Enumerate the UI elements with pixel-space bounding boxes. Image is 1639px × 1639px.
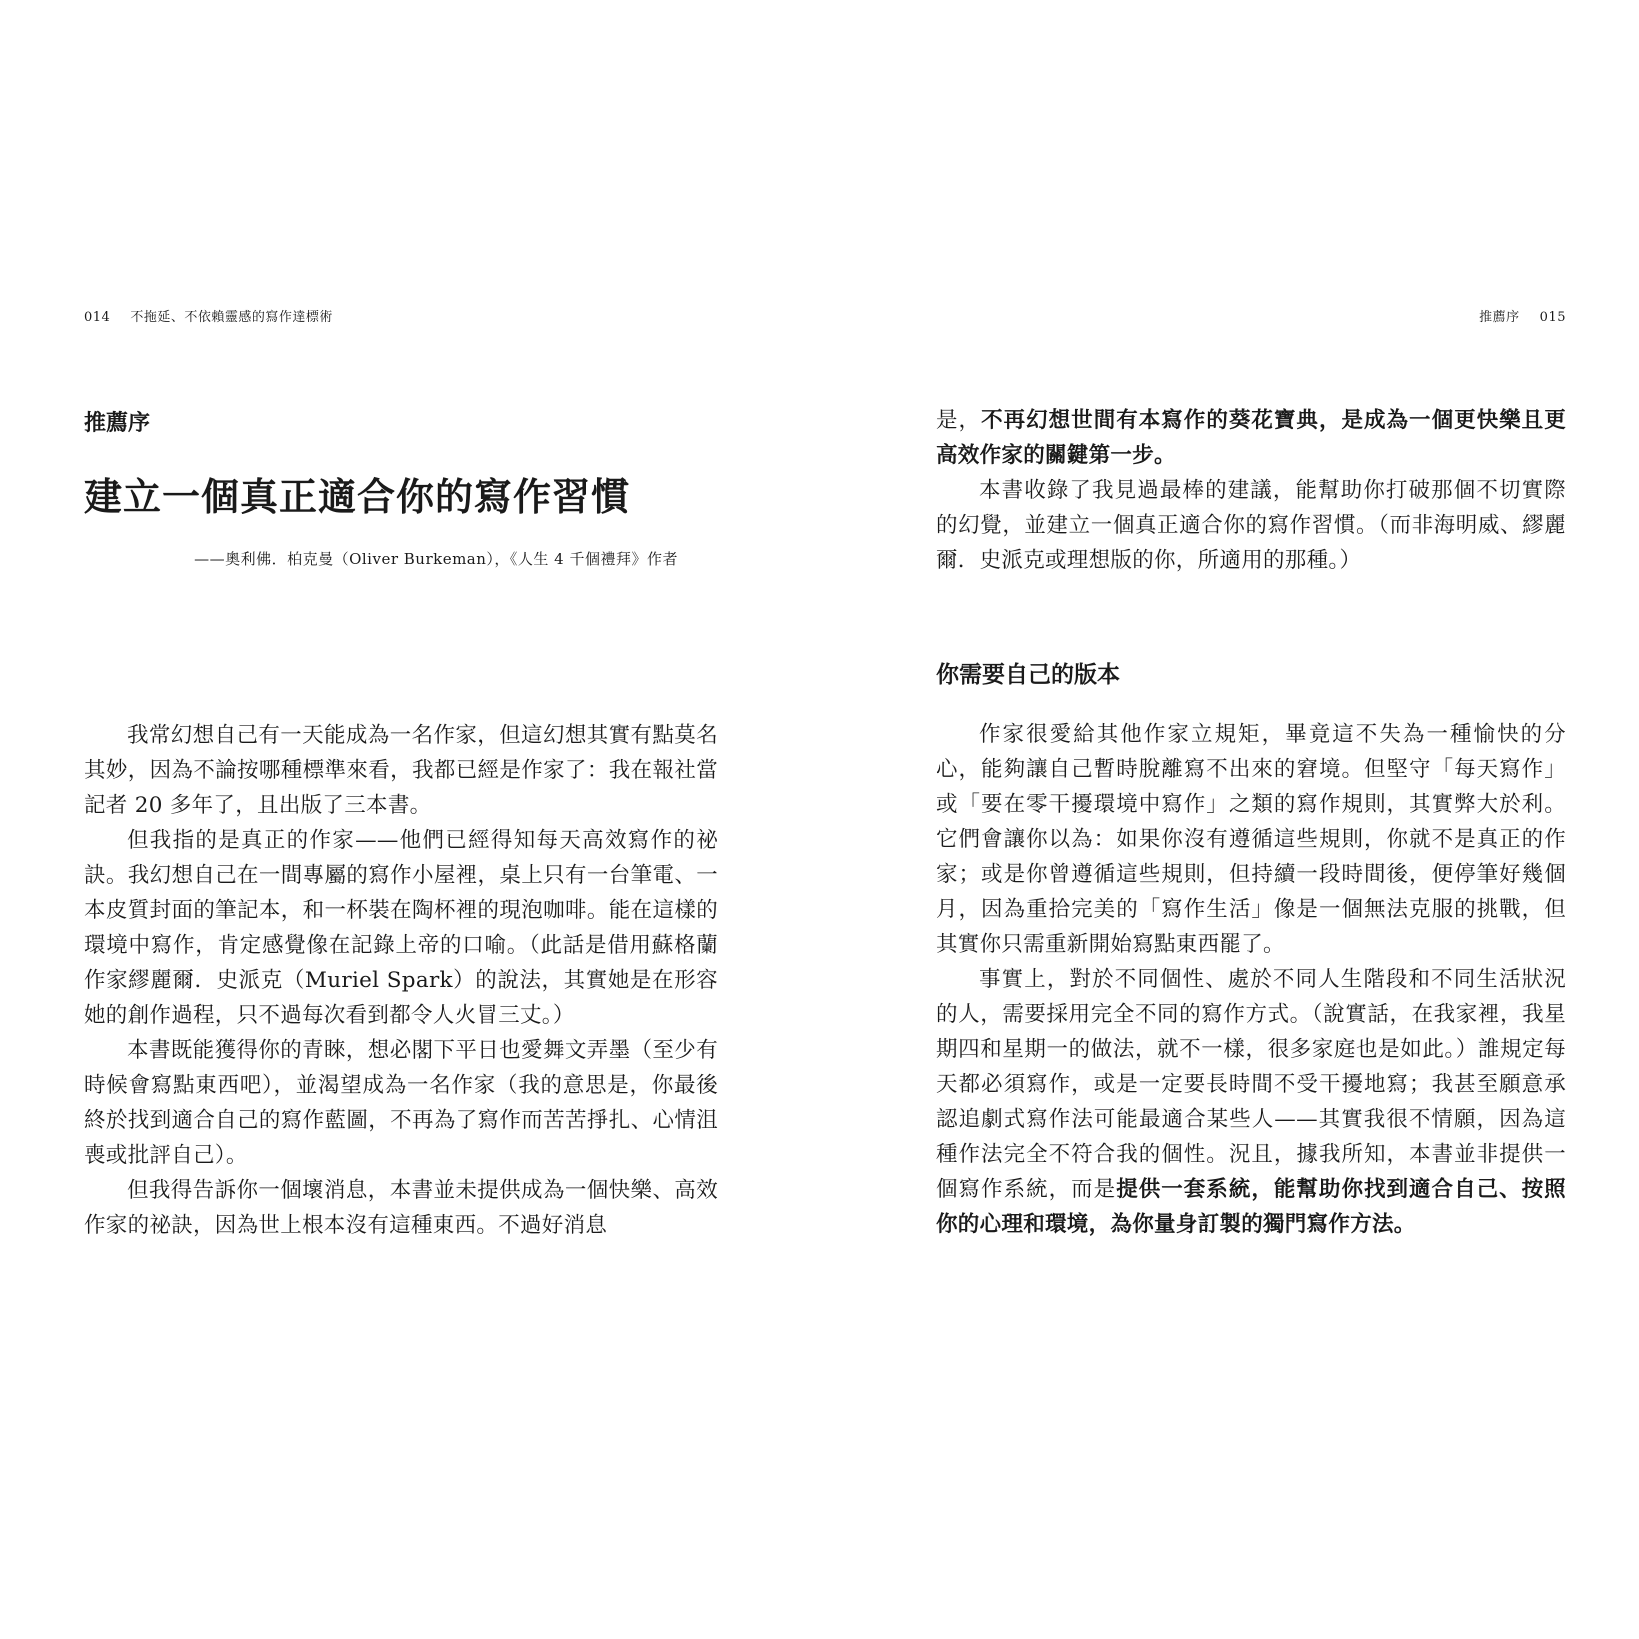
bold-emphasis: 提供一套系統，能幫助你找到適合自己、按照你的心理和環境，為你量身訂製的獨門寫作方法。 bbox=[936, 1177, 1566, 1237]
paragraph: 我常幻想自己有一天能成為一名作家，但這幻想其實有點莫名其妙，因為不論按哪種標準來看，我都已經是作家了：我在報社當記者 20 多年了，且出版了三本書。 bbox=[84, 723, 718, 818]
bold-emphasis: 不再幻想世間有本寫作的葵花寶典，是成為一個更快樂且更高效作家的關鍵第一步。 bbox=[936, 408, 1566, 468]
left-page bbox=[84, 0, 718, 1639]
continuation-lead: 是， bbox=[936, 408, 982, 433]
paragraph: 但我得告訴你一個壞消息，本書並未提供成為一個快樂、高效作家的祕訣，因為世上根本沒有這種東西。不過好消息 bbox=[84, 1178, 718, 1238]
body-text bbox=[936, 717, 1566, 1242]
body-text bbox=[936, 403, 1566, 578]
running-header bbox=[84, 306, 333, 325]
paragraph: 但我指的是真正的作家——他們已經得知每天高效寫作的祕訣。我幻想自己在一間專屬的寫作小屋裡，桌上只有一台筆電、一本皮質封面的筆記本，和一杯裝在陶杯裡的現泡咖啡。能在這樣的環境中寫作，肯定感覺像在記錄上帝的口喻。（此話是借用蘇格蘭作家繆麗爾．史派克（Muriel Spark）的說法，其實她是在形容她的創作過程，只不過每次看到都令人火冒三丈。） bbox=[84, 828, 718, 1028]
page-number: 014 bbox=[84, 310, 111, 325]
paragraph bbox=[936, 403, 1566, 473]
paragraph: 作家很愛給其他作家立規矩，畢竟這不失為一種愉快的分心，能夠讓自己暫時脫離寫不出來的窘境。但堅守「每天寫作」或「要在零干擾環境中寫作」之類的寫作規則，其實弊大於利。它們會讓你以為：如果你沒有遵循這些規則，你就不是真正的作家；或是你曾遵循這些規則，但持續一段時間後，便停筆好幾個月，因為重拾完美的「寫作生活」像是一個無法克服的挑戰，但其實你只需重新開始寫點東西罷了。 bbox=[936, 722, 1566, 957]
paragraph-text: 事實上，對於不同個性、處於不同人生階段和不同生活狀況的人，需要採用完全不同的寫作方式。（說實話，在我家裡，我星期四和星期一的做法，就不一樣，很多家庭也是如此。）誰規定每天都必須寫作，或是一定要長時間不受干擾地寫；我甚至願意承認追劇式寫作法可能最適合某些人——其實我很不情願，因為這種作法完全不符合我的個性。況且，據我所知，本書並非提供一個寫作系統，而是 bbox=[936, 967, 1566, 1202]
section-label: 推薦序 bbox=[84, 411, 151, 436]
chapter-title: 建立一個真正適合你的寫作習慣 bbox=[84, 474, 631, 519]
subheading: 你需要自己的版本 bbox=[936, 662, 1120, 688]
running-header bbox=[1479, 306, 1566, 325]
running-title: 推薦序 bbox=[1479, 310, 1520, 325]
paragraph: 本書收錄了我見過最棒的建議，能幫助你打破那個不切實際的幻覺，並建立一個真正適合你的寫作習慣。（而非海明威、繆麗爾．史派克或理想版的你，所適用的那種。） bbox=[936, 478, 1566, 573]
paragraph bbox=[936, 962, 1566, 1242]
byline: ——奧利佛．柏克曼（Oliver Burkeman），《人生 4 千個禮拜》作者 bbox=[194, 550, 678, 568]
right-page bbox=[936, 0, 1566, 1639]
body-text bbox=[84, 718, 718, 1243]
paragraph: 本書既能獲得你的青睞，想必閣下平日也愛舞文弄墨（至少有時候會寫點東西吧），並渴望成為一名作家（我的意思是，你最後終於找到適合自己的寫作藍圖，不再為了寫作而苦苦掙扎、心情沮喪或批評自己）。 bbox=[84, 1038, 718, 1168]
page-number: 015 bbox=[1539, 310, 1566, 325]
running-title: 不拖延、不依賴靈感的寫作達標術 bbox=[130, 310, 333, 325]
